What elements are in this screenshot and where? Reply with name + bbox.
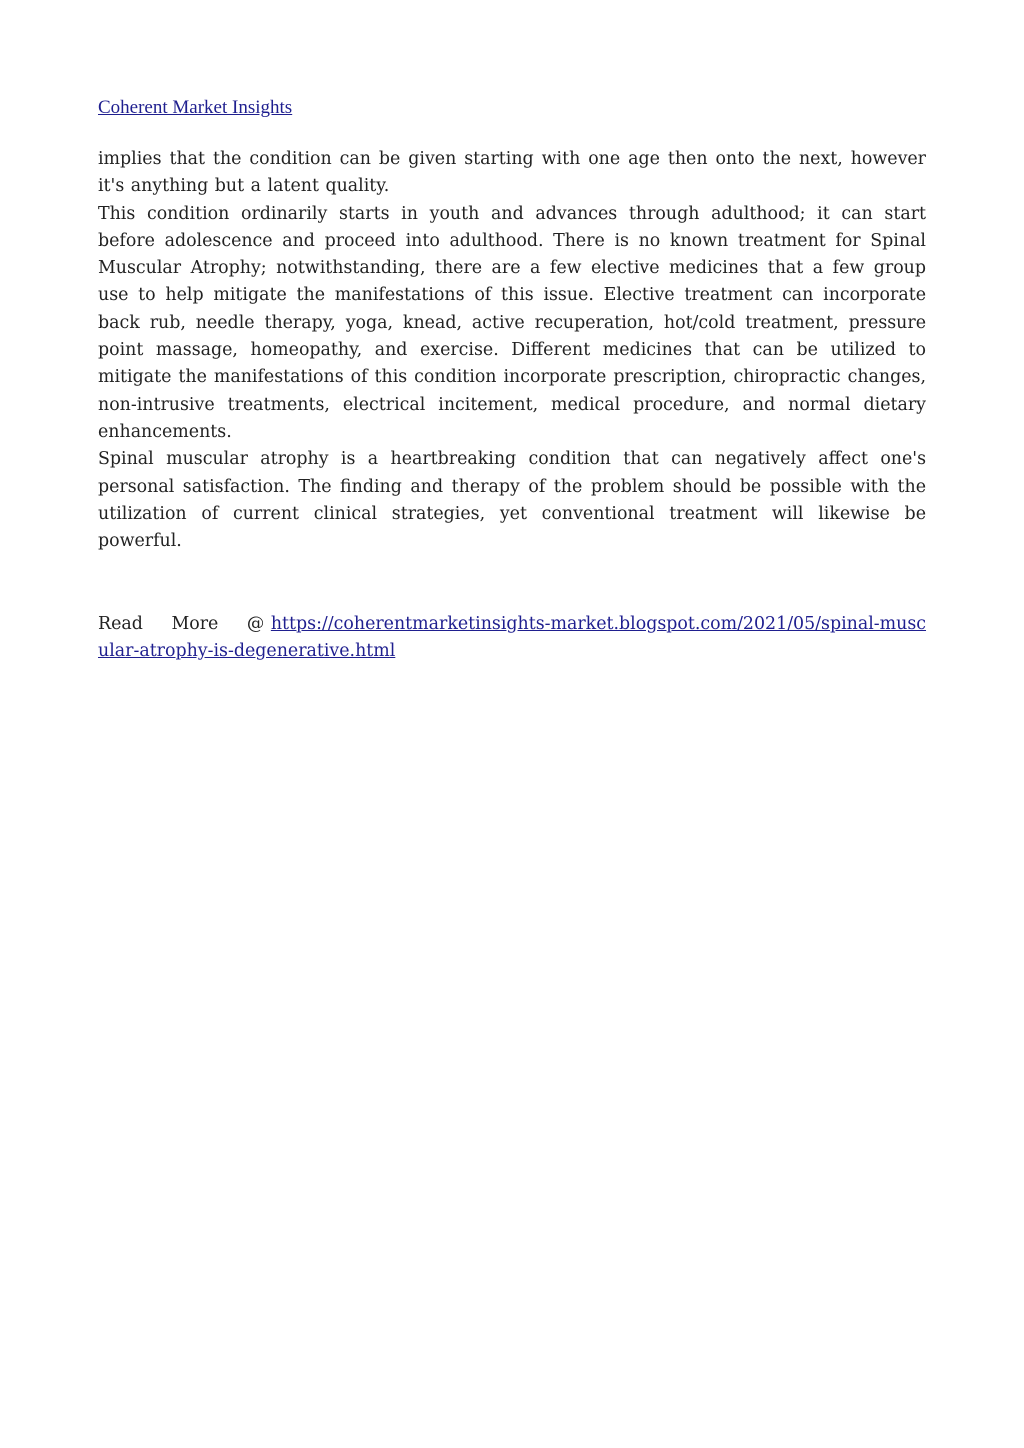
paragraph-3: Spinal muscular atrophy is a heartbreaking condition that can negatively affect one's personal satisfaction. The finding and therapy of the problem should be possible with the utilization of current clinical strategies, yet conventional treatment will likewise be powerful.	[98, 449, 926, 552]
paragraph-2: This condition ordinarily starts in youth and advances through adulthood; it can start before adolescence and proceed into adulthood. There is no known treatment for Spinal Muscular Atrophy; notwithstanding, there are a few elective medicines that a few group use to help mitigate the manifestations of this issue. Elective treatment can incorporate back rub, needle therapy, yoga, knead, active recuperation, hot/cold treatment, pressure point massage, homeopathy, and exercise. Different medicines that can be utilized to mitigate the manifestations of this condition incorporate prescription, chiropractic changes, non-intrusive treatments, electrical incitement, medical procedure, and normal dietary enhancements.	[98, 203, 926, 442]
header-link[interactable]: Coherent Market Insights	[98, 97, 293, 118]
read-more-label: Read More @	[98, 614, 265, 634]
paragraph-1: implies that the condition can be given starting with one age then onto the next, however it's anything but a latent quality.	[98, 149, 926, 197]
read-more-link[interactable]: https://coherentmarketinsights-market.blogspot.com/2021/05/spinal-muscular-atrophy-is-degenerative.html	[98, 614, 927, 662]
body-text	[98, 146, 926, 555]
read-more-line	[98, 611, 926, 666]
